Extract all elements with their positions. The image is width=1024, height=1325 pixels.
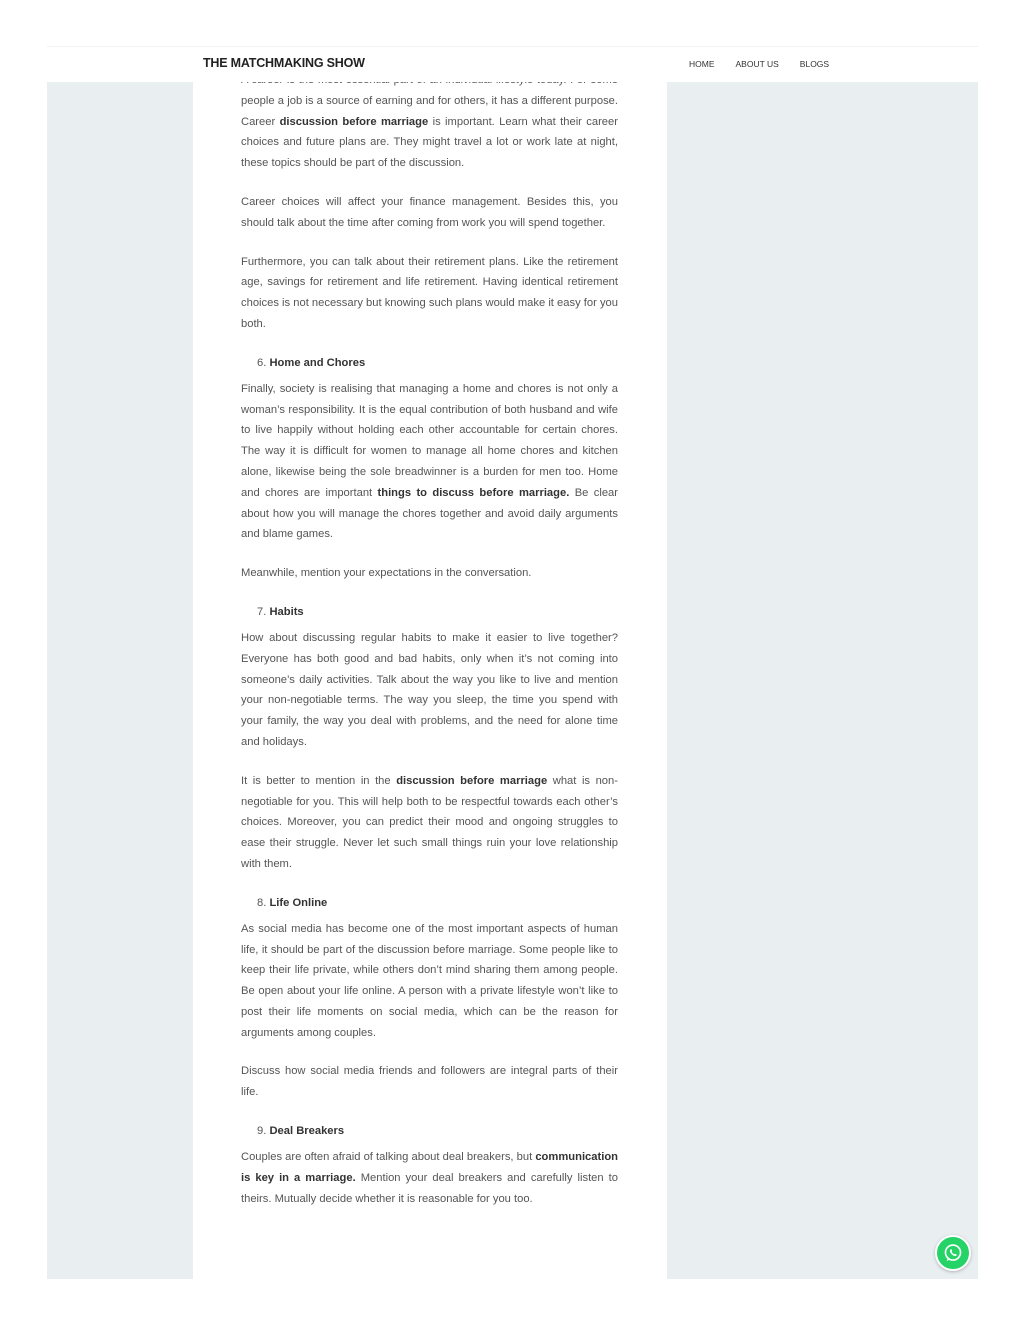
bold-text: discussion before marriage [396, 774, 548, 787]
section-heading-habits: 7. Habits [257, 605, 304, 618]
paragraph: As social media has become one of the most important aspects of human life, it should be part of the discussion before marriage. Some people like to keep their life private, while others don’t mind sharing them among people. Be open about your life online. A person with a private lifestyle won’t like to post their life moments on social media, which can be the reason for arguments among couples. [241, 922, 618, 1039]
section-heading-home-and-chores: 6. Home and Chores [257, 356, 366, 369]
paragraph: Discuss how social media friends and followers are integral parts of their life. [241, 1065, 618, 1099]
whatsapp-icon [942, 1242, 964, 1264]
section-heading-life-online: 8. Life Online [257, 896, 328, 909]
section-heading-deal-breakers: 9. Deal Breakers [257, 1125, 345, 1138]
paragraph: Couples are often afraid of talking about deal breakers, but communication is key in a marriage. Mention your deal breakers and carefully listen to theirs. Mutually decide whether it is reasonable for you too. [241, 1151, 618, 1205]
main-nav [689, 59, 829, 69]
bold-text: communication is key in a marriage. [241, 1151, 618, 1184]
nav-home[interactable]: HOME [689, 59, 715, 69]
nav-blogs[interactable]: BLOGS [799, 59, 830, 69]
site-logo[interactable]: THE MATCHMAKING SHOW [203, 56, 365, 70]
paragraph: people a job is a source of earning and for others, it has a different purpose. Career discussion before marriage is important. Learn what their career choices and future plans are. They might travel a lot or work late at night, these topics should be part of the discussion. [241, 94, 618, 170]
nav-about-us[interactable]: ABOUT US [735, 59, 779, 69]
article-body [241, 70, 618, 1227]
site-header [47, 46, 978, 82]
paragraph: Finally, society is realising that managing a home and chores is not only a woman’s responsibility. It is the equal contribution of both husband and wife to live happily without holding each other accountable for certain chores. The way it is difficult for women to manage all home chores and kitchen alone, likewise being the sole breadwinner is a burden for men too. Home and chores are important things to discuss before marriage. Be clear about how you will manage the chores together and avoid daily arguments and blame games. [241, 382, 618, 541]
bold-text: discussion before marriage [279, 115, 429, 128]
paragraph: Meanwhile, mention your expectations in the conversation. [241, 567, 532, 580]
paragraph: Career choices will affect your finance management. Besides this, you should talk about the time after coming from work you will spend together. [241, 195, 618, 229]
paragraph: It is better to mention in the discussion before marriage what is non-negotiable for you. This will help both to be respectful towards each other’s choices. Moreover, you can predict their mood and ongoing struggles to ease their struggle. Never let such small things ruin your love relationship with them. [241, 774, 618, 870]
paragraph: How about discussing regular habits to make it easier to live together? Everyone has both good and bad habits, only when it’s not coming into someone’s daily activities. Talk about the way you like to live and mention your non-negotiable terms. The way you sleep, the time you spend with your family, the way you deal with problems, and the need for alone time and holidays. [241, 631, 618, 748]
whatsapp-chat-button[interactable] [935, 1235, 971, 1271]
bold-text: things to discuss before marriage. [377, 486, 570, 499]
paragraph: Furthermore, you can talk about their retirement plans. Like the retirement age, savings for retirement and life retirement. Having identical retirement choices is not necessary but knowing such plans would make it easy for you both. [241, 255, 618, 330]
